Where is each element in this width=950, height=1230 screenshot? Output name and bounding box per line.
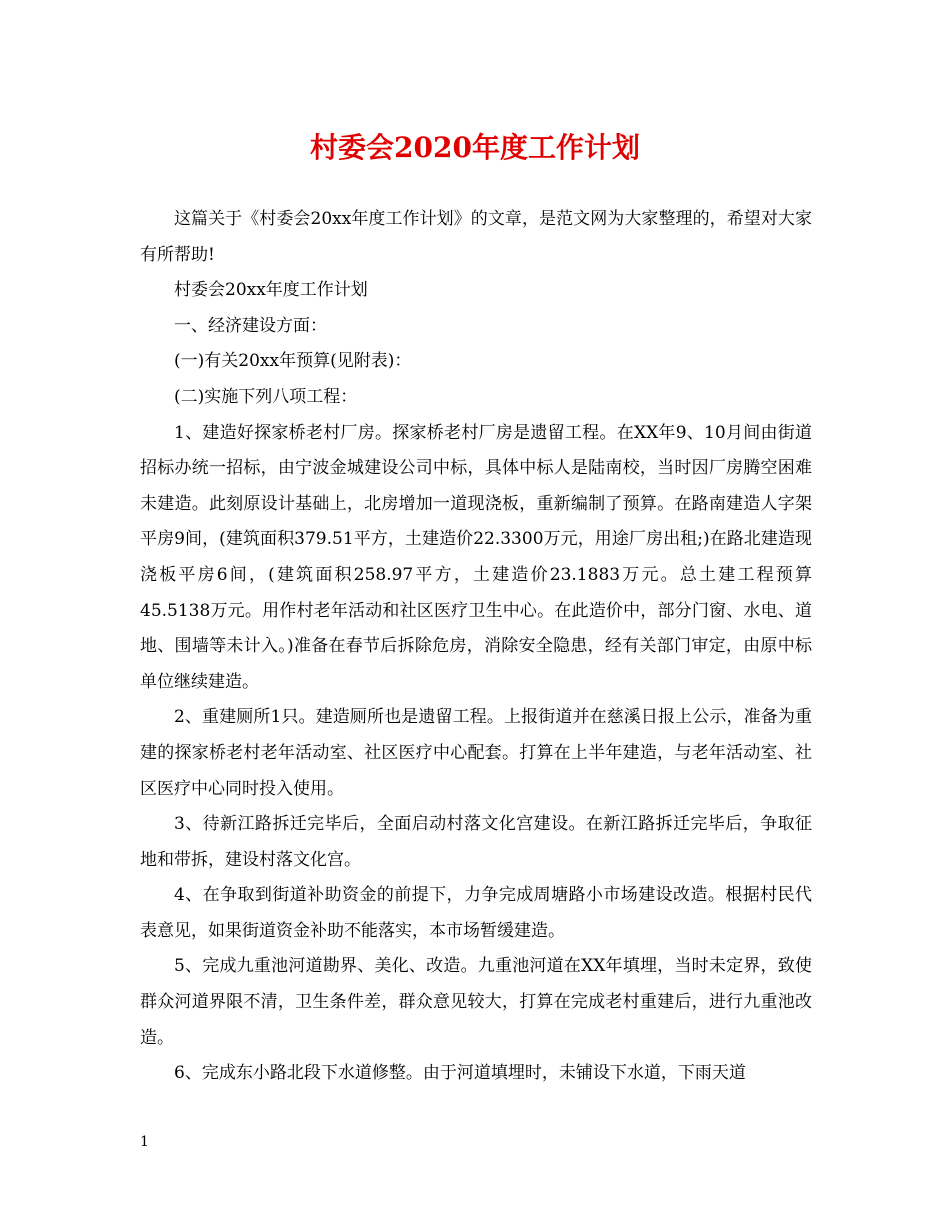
paragraph-budget: (一)有关20xx年预算(见附表)： (174, 351, 412, 372)
paragraph-item-5: 5、完成九重池河道勘界、美化、改造。九重池河道在XX年填埋，当时未定界，致使群众河道界限不清，卫生条件差，群众意见较大，打算在完成老村重建后，进行九重池改造。 (140, 956, 812, 1048)
paragraph-item-1: 1、建造好探家桥老村厂房。探家桥老村厂房是遗留工程。在XX年9、10月间由街道招标办统一招标，由宁波金城建设公司中标，具体中标人是陆南校，当时因厂房腾空困难未建造。此刻原设计基础上，北房增加一道现浇板，重新编制了预算。在路南建造人字架平房9间，(建筑面积379.51平方，土建造价22.3300万元，用途厂房出租;)在路北建造现浇板平房6间，(建筑面积258.97平方，土建造价23.1883万元。总土建工程预算45.5138万元。用作村老年活动和社区医疗卫生中心。在此造价中，部分门窗、水电、道地、围墙等未计入。)准备在春节后拆除危房，消除安全隐患，经有关部门审定，由原中标单位继续建造。 (140, 422, 812, 692)
paragraph-item-2: 2、重建厕所1只。建造厕所也是遗留工程。上报街道并在慈溪日报上公示，准备为重建的探家桥老村老年活动室、社区医疗中心配套。打算在上半年建造，与老年活动室、社区医疗中心同时投入使用。 (140, 707, 812, 799)
paragraph-item-4: 4、在争取到街道补助资金的前提下，力争完成周塘路小市场建设改造。根据村民代表意见，如果街道资金补助不能落实，本市场暂缓建造。 (140, 885, 812, 941)
paragraph-item-3: 3、待新江路拆迁完毕后，全面启动村落文化宫建设。在新江路拆迁完毕后，争取征地和带拆，建设村落文化宫。 (140, 814, 812, 870)
paragraph-intro: 这篇关于《村委会20xx年度工作计划》的文章，是范文网为大家整理的，希望对大家有所帮助! (140, 209, 812, 265)
page-number: 1 (140, 1134, 149, 1150)
paragraph-subtitle: 村委会20xx年度工作计划 (174, 280, 368, 301)
paragraph-projects: (二)实施下列八项工程： (174, 386, 358, 407)
paragraph-item-6: 6、完成东小路北段下水道修整。由于河道填埋时，未铺设下水道，下雨天道 (174, 1063, 746, 1084)
paragraph-section-economic: 一、经济建设方面： (174, 315, 327, 336)
document-body (140, 202, 812, 1092)
document-title: 村委会2020年度工作计划 (310, 131, 640, 164)
